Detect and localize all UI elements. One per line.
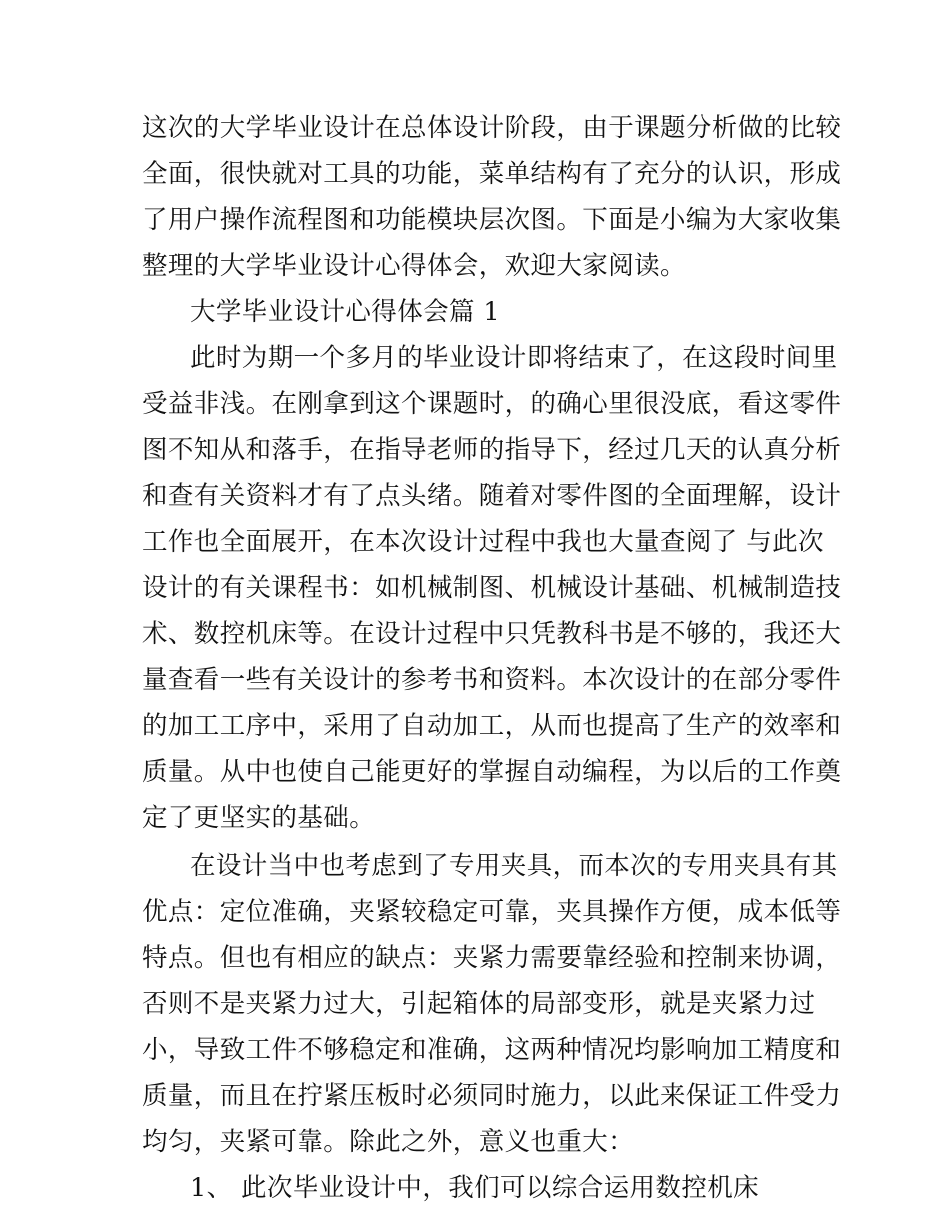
paragraph-2-line-1: 在设计当中也考虑到了专用夹具，而本次的专用夹具有其	[190, 851, 838, 881]
paragraph-1-line-2: 受益非浅。在刚拿到这个课题时，的确心里很没底，看这零件	[142, 389, 842, 419]
paragraph-1-line-5: 工作也全面展开，在本次设计过程中我也大量查阅了 与此次	[142, 527, 824, 557]
paragraph-1-line-7: 术、数控机床等。在设计过程中只凭教科书是不够的，我还大	[142, 619, 842, 649]
paragraph-1-line-9: 的加工工序中，采用了自动加工，从而也提高了生产的效率和	[142, 711, 842, 741]
paragraph-2-line-4: 否则不是夹紧力过大，引起箱体的局部变形，就是夹紧力过	[142, 989, 816, 1019]
paragraph-2-line-3: 特点。但也有相应的缺点：夹紧力需要靠经验和控制来协调，	[142, 943, 842, 973]
paragraph-2-line-2: 优点：定位准确，夹紧较稳定可靠，夹具操作方便，成本低等	[142, 897, 842, 927]
paragraph-1-line-3: 图不知从和落手，在指导老师的指导下，经过几天的认真分析	[142, 435, 842, 465]
list-item-1: 1、 此次毕业设计中，我们可以综合运用数控机床	[190, 1173, 760, 1203]
intro-line-3: 了用户操作流程图和功能模块层次图。下面是小编为大家收集	[142, 205, 842, 235]
paragraph-1-line-11: 定了更坚实的基础。	[142, 803, 376, 833]
paragraph-1-line-10: 质量。从中也使自己能更好的掌握自动编程，为以后的工作奠	[142, 757, 842, 787]
paragraph-1-line-1: 此时为期一个多月的毕业设计即将结束了，在这段时间里	[190, 343, 838, 373]
paragraph-2-line-7: 均匀，夹紧可靠。除此之外，意义也重大：	[142, 1127, 635, 1157]
paragraph-2-line-5: 小，导致工件不够稳定和准确，这两种情况均影响加工精度和	[142, 1035, 842, 1065]
section-heading: 大学毕业设计心得体会篇 1	[190, 297, 501, 327]
paragraph-1-line-6: 设计的有关课程书：如机械制图、机械设计基础、机械制造技	[142, 573, 842, 603]
paragraph-1-line-8: 量查看一些有关设计的参考书和资料。本次设计的在部分零件	[142, 665, 842, 695]
intro-line-4: 整理的大学毕业设计心得体会，欢迎大家阅读。	[142, 251, 686, 281]
paragraph-2-line-6: 质量，而且在拧紧压板时必须同时施力，以此来保证工件受力	[142, 1081, 842, 1111]
intro-line-1: 这次的大学毕业设计在总体设计阶段，由于课题分析做的比较	[142, 113, 842, 143]
paragraph-1-line-4: 和查有关资料才有了点头绪。随着对零件图的全面理解，设计	[142, 481, 842, 511]
intro-line-2: 全面，很快就对工具的功能，菜单结构有了充分的认识，形成	[142, 159, 842, 189]
